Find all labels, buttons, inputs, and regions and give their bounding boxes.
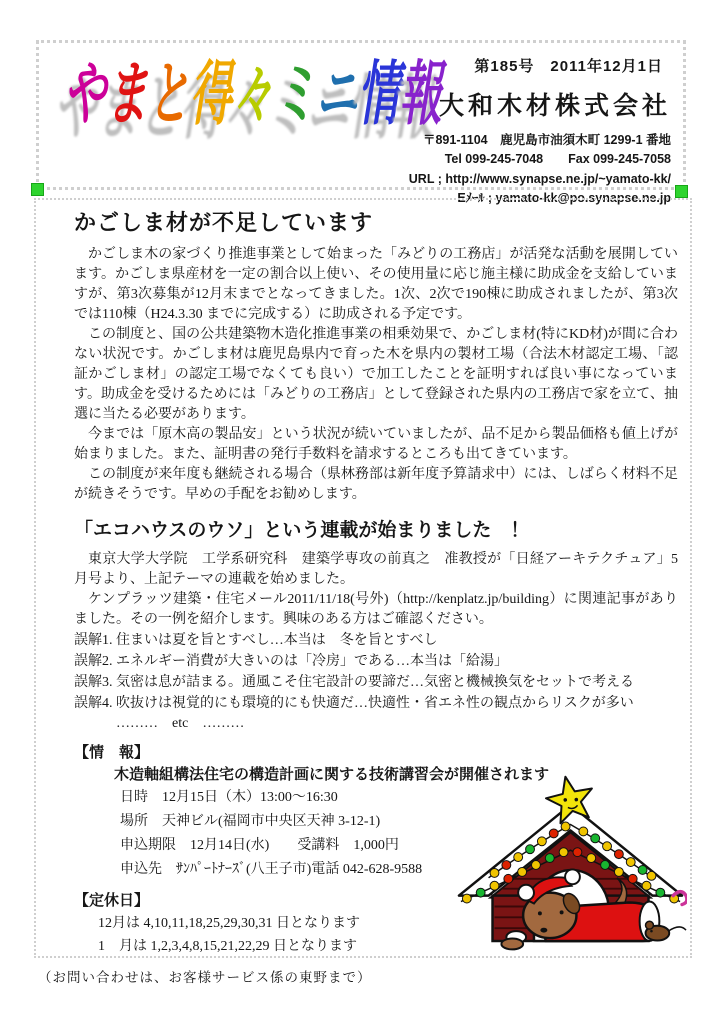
newsletter-body: [34, 198, 692, 958]
title-char: 情: [355, 55, 410, 133]
title-char: ニ: [313, 55, 368, 133]
seminar-contact: 申込先 ｻﾝﾊﾟｰﾄﾅｰｽﾞ(八王子市)電話 042-628-9588: [120, 862, 423, 877]
company-name: 大和木材株式会社: [438, 92, 671, 120]
article1-paragraph: この制度が来年度も継続される場合（県林務部は新年度予算請求中）には、しばらく材料不足が続きそうです。早めの手配をお勧めします。: [74, 467, 678, 502]
title-char: と: [145, 55, 200, 133]
newsletter-title: [61, 55, 452, 133]
seminar-deadline-fee: 申込期限 12月14日(水) 受講料 1,000円: [120, 838, 399, 853]
company-phone-fax: Tel 099-245-7048 Fax 099-245-7058: [444, 152, 671, 167]
title-char: 報: [397, 55, 452, 133]
info-section-label: 【情 報】: [74, 744, 150, 761]
title-char: ま: [103, 55, 158, 133]
green-corner-marker-left: [31, 183, 44, 196]
company-email: Eﾒｰﾙ ; yamato-kk@po.synapse.ne.jp: [457, 191, 671, 206]
seminar-datetime: 日時 12月15日（木）13:00～16:30: [120, 790, 338, 805]
article1-paragraph: かごしま木の家づくり推進事業として始まった「みどりの工務店」が活発な活動を展開しています。かごしま県産材を一定の割合以上使い、その使用量に応じ施主様に助成金を支給していますが、第3次募集が12月末までとなってきました。1次、2次で190棟に助成されましたが、第3次では110棟（H24.3.30 までに完成する）に助成される予定です。: [74, 247, 678, 322]
misconception-item: 誤解2. エネルギー消費が大きいのは「冷房」である…本当は「給湯」: [74, 654, 508, 669]
article1-paragraph: この制度と、国の公共建築物木造化推進事業の相乗効果で、かごしま材(特にKD材)が間に合わない状況です。かごしま材は鹿児島県内で育った木を県内の製材工場（合法木材認定工場、「認証かごしま材」の認定工場でなくても良い）で加工したことを証明すれば良い事になっています。助成金を受けるためには「みどりの工務店」として登録された県内の工務店で家を立て、抽選に当たる必要があります。: [74, 327, 678, 422]
holidays-january: 1 月は 1,2,3,4,8,15,21,22,29 日となります: [98, 939, 357, 954]
article2-paragraph: ケンプラッツ建築・住宅メール2011/11/18(号外)（http://kenplatz.jp/building）に関連記事がありました。その一例を紹介します。興味のある方はご確認ください。: [74, 592, 678, 627]
title-char: や: [61, 55, 116, 133]
article1-paragraph: 今までは「原木高の製品安」という状況が続いていましたが、品不足から製品価格も値上げが始まりました。また、証明書の発行手数料を請求するところも出てきています。: [74, 427, 678, 462]
etc-line: ……… etc ………: [116, 716, 245, 731]
holidays-december: 12月は 4,10,11,18,25,29,30,31 日となります: [98, 916, 360, 931]
misconception-item: 誤解3. 気密は息が詰まる。通風こそ住宅設計の要諦だ…気密と機械換気をセットで考える: [74, 675, 634, 690]
article1-heading: かごしま材が不足しています: [74, 210, 374, 235]
footer-note: （お問い合わせは、お客様サービス係の東野まで）: [38, 970, 372, 985]
seminar-title: 木造軸組構法住宅の構造計画に関する技術講習会が開催されます: [114, 766, 550, 783]
seminar-place: 場所 天神ビル(福岡市中央区天神 3-12-1): [120, 814, 381, 829]
title-char: 々: [229, 55, 284, 133]
holidays-section-label: 【定休日】: [74, 892, 150, 909]
company-url: URL ; http://www.synapse.ne.jp/~yamato-kk/: [408, 171, 671, 186]
misconception-item: 誤解4. 吹抜けは視覚的にも環境的にも快適だ…快適性・省エネ性の観点からリスクが多い: [74, 696, 634, 711]
company-address: 〒891-1104 鹿児島市油須木町 1299-1 番地: [422, 133, 671, 147]
publisher-block: [409, 53, 671, 209]
title-char: 得: [187, 55, 242, 133]
green-corner-marker-right: [675, 185, 688, 198]
article2-paragraph: 東京大学大学院 工学系研究科 建築学専攻の前真之 准教授が「日経アーキテクチュア」5月号より、上記テーマの連載を始めました。: [74, 552, 678, 587]
title-char: ミ: [271, 55, 326, 133]
misconception-item: 誤解1. 住まいは夏を旨とすべし…本当は 冬を旨とすべし: [74, 633, 438, 648]
christmas-doghouse-illustration: [455, 775, 687, 955]
issue-date: 第185号 2011年12月1日: [474, 58, 663, 75]
newsletter-header: [36, 40, 686, 206]
article2-heading: 「エコハウスのウソ」という連載が始まりました ！: [74, 520, 530, 541]
